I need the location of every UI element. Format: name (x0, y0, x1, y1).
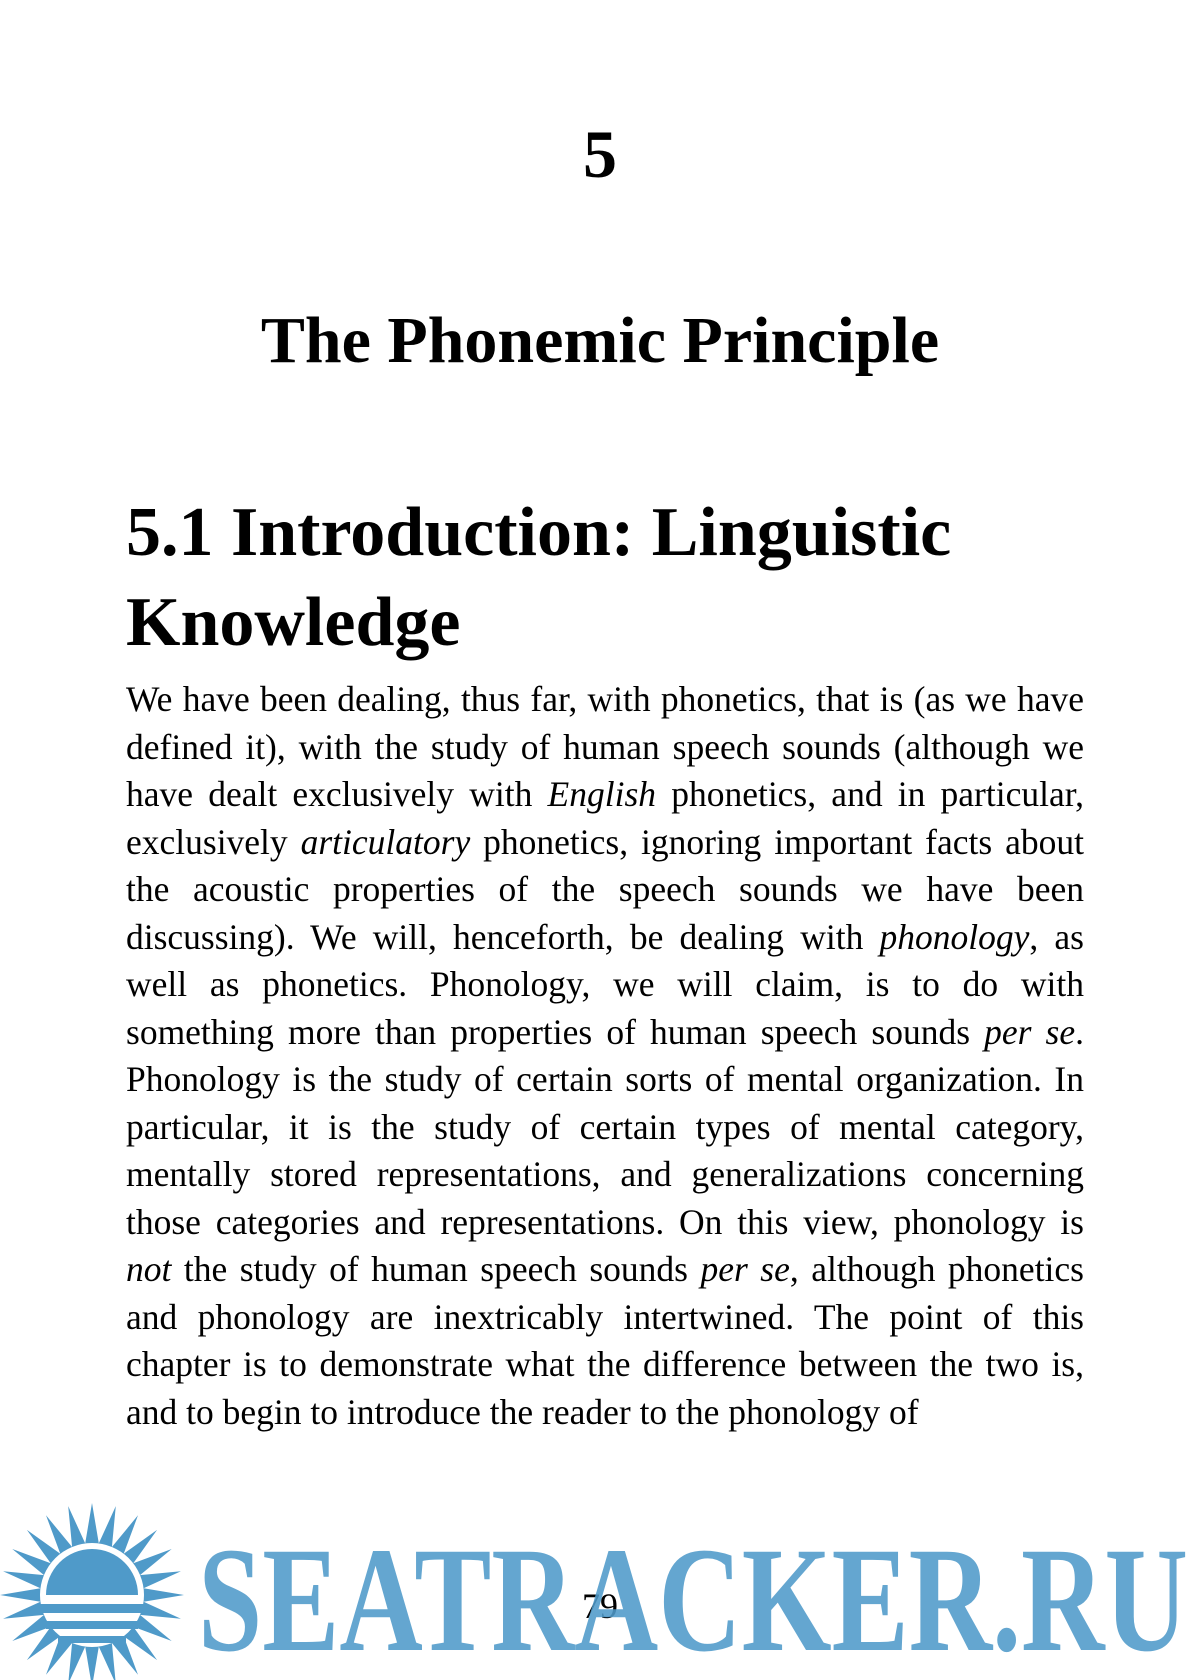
body-text-segment: , as well as phonetics. Phonology, we will claim, is to do with something more than properties of human speech sounds (126, 916, 1084, 1052)
emphasis-not: not (126, 1249, 172, 1289)
body-text-segment: phonetics, ignoring important facts about the acoustic properties of the speech sounds we have been discussing). We will, henceforth, be dealing with (126, 821, 1084, 957)
emphasis-english: English (547, 774, 657, 814)
page-number: 79 (582, 1586, 618, 1626)
section-heading: 5.1 Introduction: Linguistic Knowledge (126, 494, 952, 661)
watermark-text: SEATRACKER.RU (198, 1517, 1188, 1680)
emphasis-phonology: phonology (879, 916, 1030, 957)
chapter-number: 5 (583, 116, 617, 192)
body-text-segment: the study of human speech sounds (171, 1249, 701, 1289)
body-text-segment: . Phonology is the study of certain sorts of mental organization. In particular, it is the study of certain types of mental category, mentally stored representations, and generalizations concerning those categories and representations. On this view, phonology is (126, 1011, 1084, 1242)
body-text-segment: We have been dealing, thus far, with phonetics, that is (as we have defined it), with the study of human speech sounds (although we have dealt exclusively with (126, 679, 1084, 814)
emphasis-per-se: per se (984, 1011, 1076, 1052)
emphasis-per-se: per se (700, 1249, 790, 1289)
chapter-title: The Phonemic Principle (260, 304, 940, 377)
body-text-segment: , although phonetics and phonology are inextricably intertwined. The point of this chapter is to demonstrate what the difference between the two is, and to begin to introduce the reader to the phonology of (126, 1249, 1084, 1432)
body-text-segment: phonetics, and in particular, exclusively (126, 774, 1084, 862)
emphasis-articulatory: articulatory (300, 821, 471, 862)
body-paragraph (126, 676, 1084, 1436)
